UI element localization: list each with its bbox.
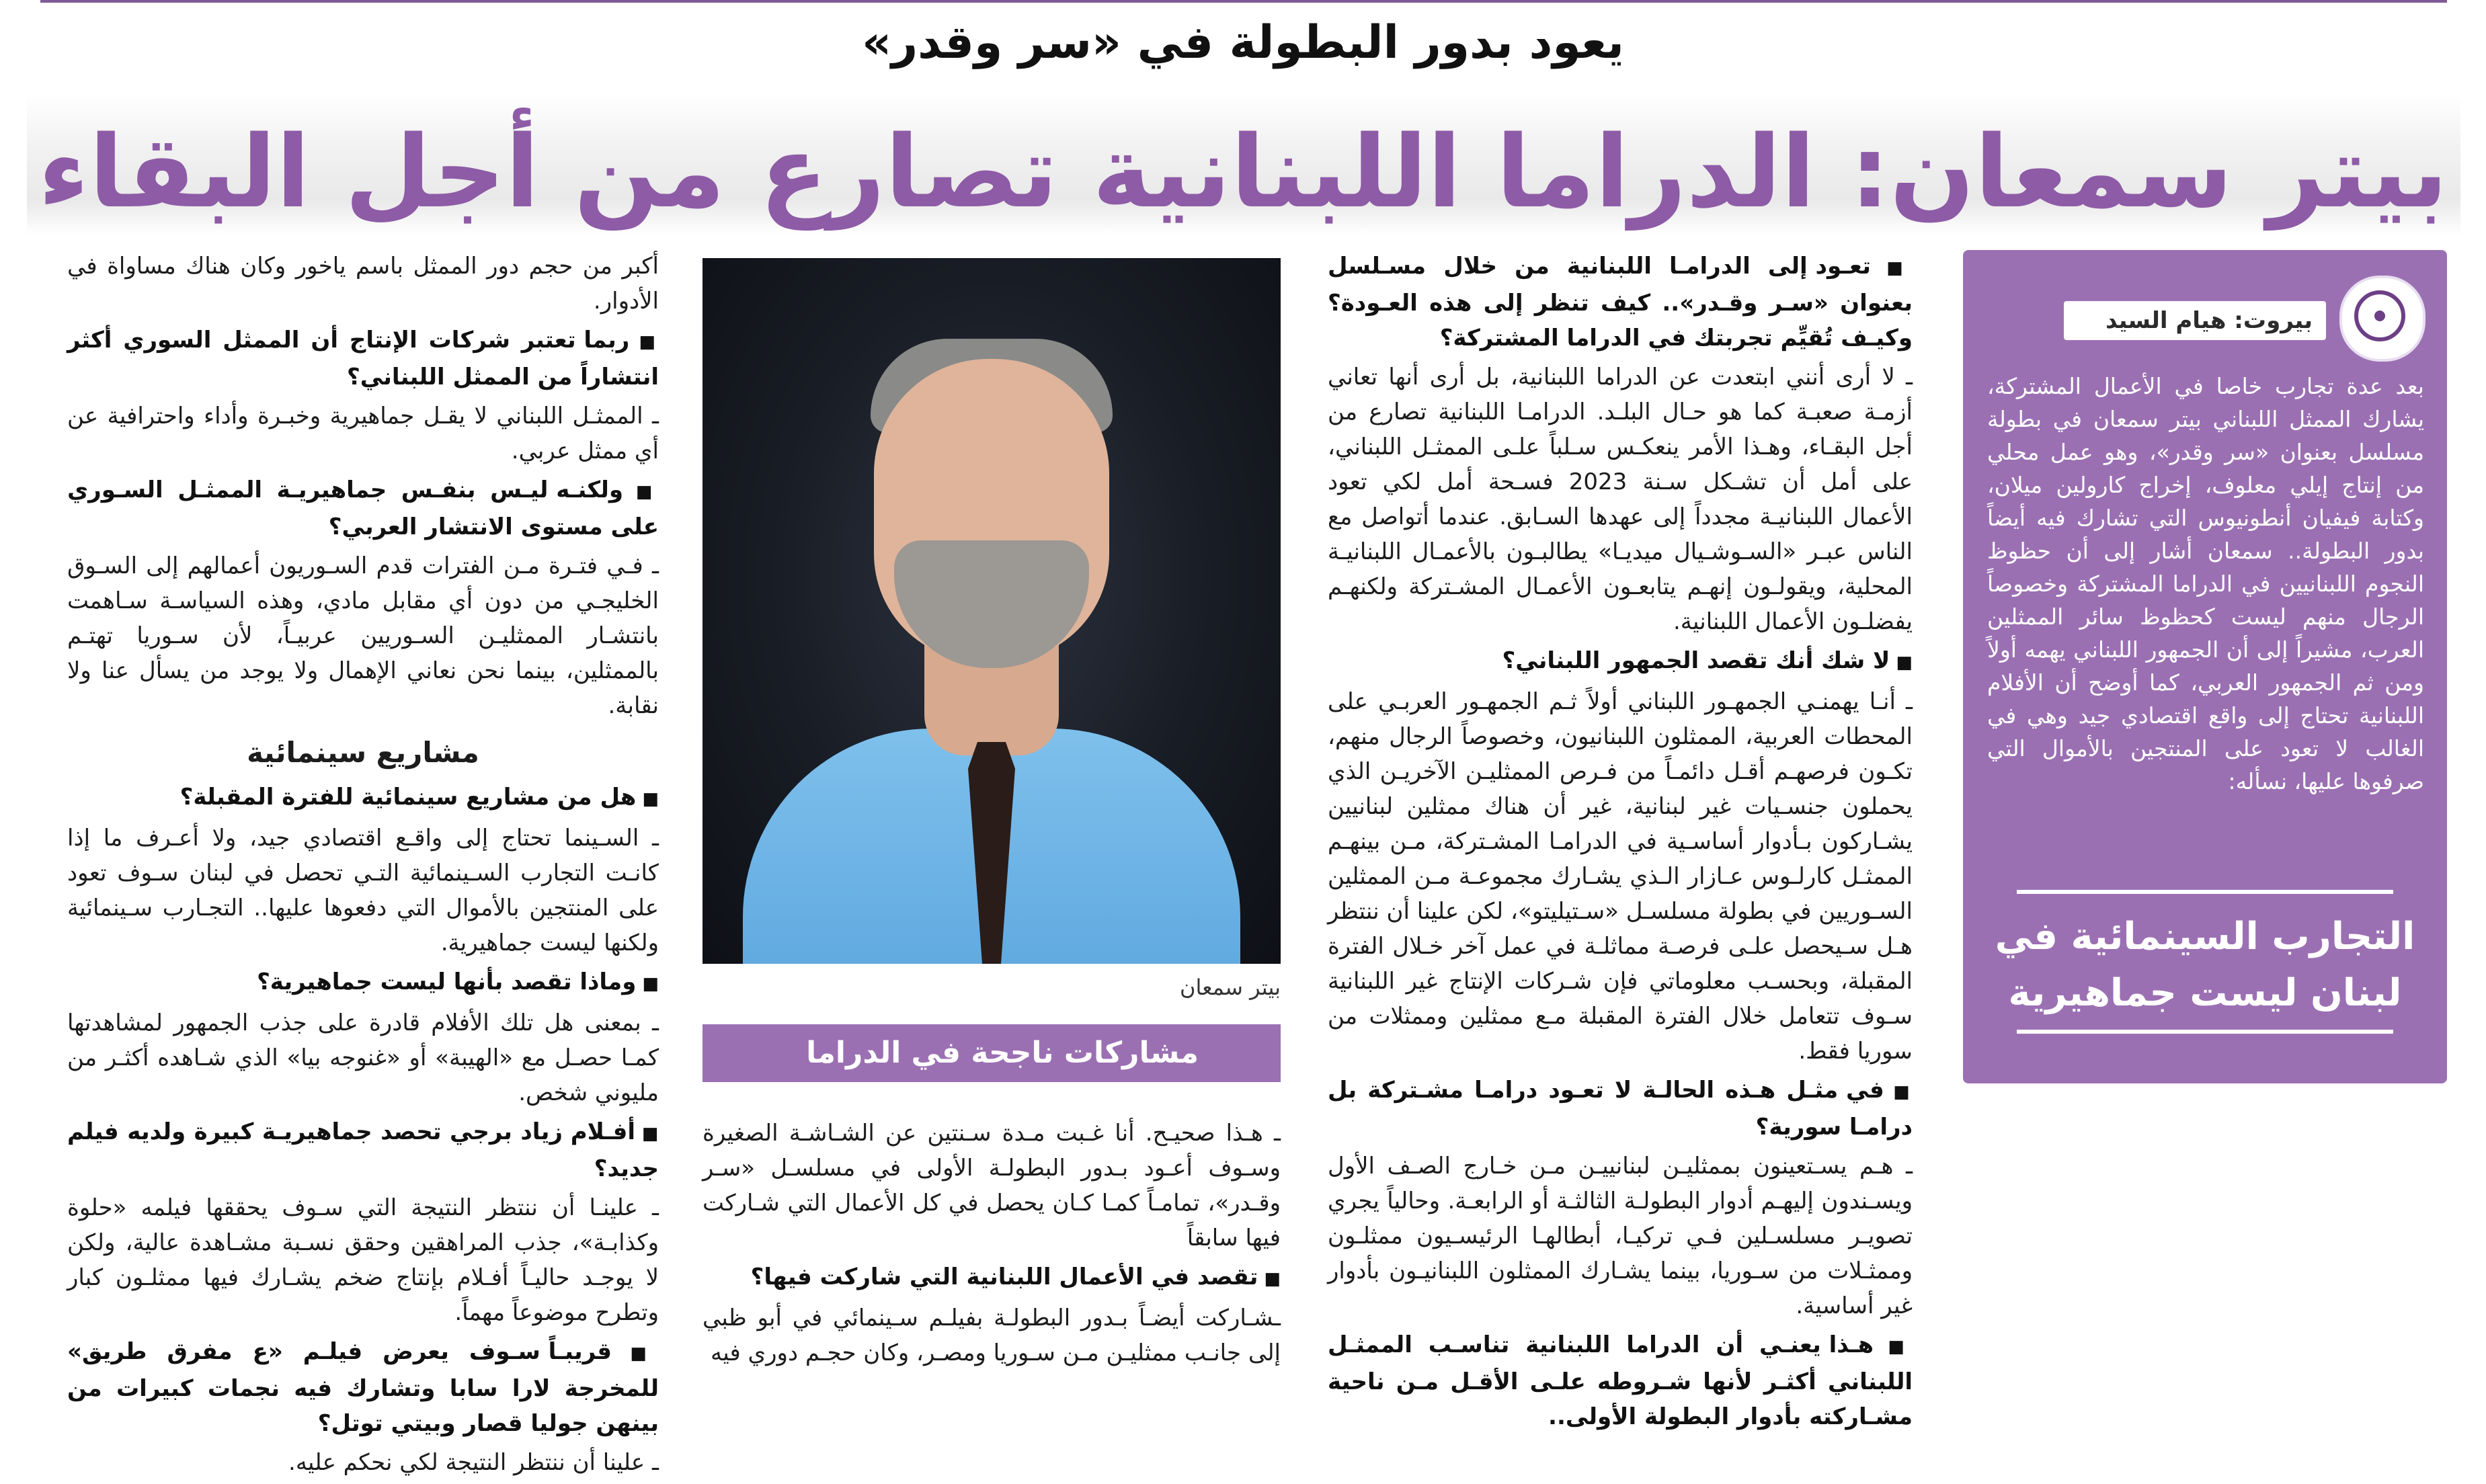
intro-sidebar: [1963, 250, 2447, 1083]
article-column-2: [703, 1116, 1281, 1374]
answer: ـشـاركت أيضـاً بـدور البطولـة بفيلـم سـينمائي في أبو ظبي إلى جانـب ممثليـن مـن سـوريا ومصـر، وكان حجـم دوري فيه: [703, 1305, 1281, 1366]
question: ■ هل من مشاريع سينمائية للفترة المقبلة؟: [67, 780, 659, 817]
answer: ـ السـينما تحتاج إلى واقـع اقتصادي جيد، ولا أعـرف ما إذا كانـت التجارب السـينمائية التـي تحصل في لبنان سـوف تعود على المنتجين بالأموال التي دفعوها عليها.. التجـارب سـينمائية ولكنها ليست جماهيرية.: [67, 825, 659, 956]
sidebar-pull-quote: التجارب السينمائية في لبنان ليست جماهيرية: [1995, 915, 2415, 1015]
answer: ـ علينـا أن ننتظر النتيجة التي سـوف يحققها فيلمه «حلوة وكذابـة»، جذب المراهقين وحقق نسـبة مشـاهدة عالية، ولكن لا يوجـد حاليـاً أفـلام بإنتاج ضخم يشـارك فيها ممثلـون كبار وتطرح موضوعاً مهماً.: [67, 1194, 659, 1326]
sidebar-quote-rule-top: [2017, 890, 2393, 894]
answer: ـ الممثـل اللبناني لا يقـل جماهيرية وخبـرة وأداء واحترافية عن أي ممثل عربي.: [67, 403, 659, 464]
answer: ـ علينا أن ننتظر النتيجة لكي نحكم عليه.: [288, 1449, 659, 1476]
article-column-3: [67, 249, 659, 1484]
photo-caption: بيتر سمعان: [1179, 975, 1281, 1000]
answer: ـ لا أرى أنني ابتعدت عن الدراما اللبنانية، بل أرى أنها تعاني أزمـة صعبـة كما هو حـال البلـد. الدرامـا اللبنانية تصارع من أجل البقـاء، وهـذا الأمر ينعكـس سـلباً علـى الممثـل اللبناني، على أمل أن تشـكل سـنة 2023 فسـحة أمل لكي تعود الأعمال اللبنانيـة مجدداً إلى عهدها السـابق. عندما أتواصل مع الناس عبـر «السـوشـيال ميديـا» يطالبـون بالأعمـال اللبنانيـة المحلية، ويقولـون إنهـم يتابعـون الأعمـال المشـتركة ولكنهـم يفضلـون الأعمال اللبنانية.: [1328, 364, 1913, 635]
byline: بيروت: هيام السيد: [2064, 301, 2326, 340]
answer: ـ أنـا يهمنـي الجمهـور اللبناني أولاً ثـم الجمهـور العربـي على المحطات العربية، الممثلون اللبنانيون، وخصوصاً الرجال منهم، تكـون فرصهـم أقـل دائمـاً من فـرص الممثليـن الآخريـن الذي يحملون جنسـيات غير لبنانية، غير أن هناك ممثلين لبنانيين يشـاركون بـأدوار أساسـية في الدرامـا المشـتركة، مـن بينهـم الممثـل كارلـوس عـازار الـذي يشـارك مجموعـة مـن الممثلين السـوريين في بطولة مسلسـل «سـتيليتو»، لكن علينا أن ننتظر هـل سـيحصل علـى فرصـة مماثلـة في عمل آخر خـلال الفترة المقبلة، وبحسـب معلوماتي فإن شـركات الإنتاج غير اللبنانية سـوف تتعامل خلال الفترة المقبلة مـع ممثلين وممثلات من سوريا فقط.: [1328, 688, 1913, 1065]
question: ■ في مثـل هـذه الحالـة لا تعـود درامـا مشـتركة بل درامـا سورية؟: [1328, 1073, 1913, 1145]
section-subhead: مشاريع سينمائية: [247, 736, 479, 769]
quote-mark-icon: ❞: [1887, 1019, 1920, 1090]
answer: ـ بمعنى هل تلك الأفلام قادرة على جذب الجمهور لمشاهدتها كمـا حصـل مع «الهيبة» أو «غنوجه بيا» الذي شـاهده أكثـر من مليوني شخص.: [67, 1009, 659, 1106]
article-kicker: يعود بدور البطولة في «سر وقدر»: [862, 16, 1624, 69]
top-rule: [40, 0, 2447, 3]
photo-beard: [894, 540, 1089, 668]
question: ■ وماذا تقصد بأنها ليست جماهيرية؟: [67, 964, 659, 1001]
sidebar-intro-text: بعد عدة تجارب خاصا في الأعمال المشتركة، يشارك الممثل اللبناني بيتر سمعان في بطولة مسلسل بعنوان «سر وقدر»، وهو عمل محلي من إنتاج إيلي معلوف، إخراج كارولين ميلان، وكتابة فيفيان أنطونيوس التي تشارك فيه أيضاً بدور البطولة.. سمعان أشار إلى أن حظوظ النجوم اللبنانيين في الدراما المشتركة وخصوصاً الرجال منهم ليست كحظوظ سائر الممثلين العرب، مشيراً إلى أن الجمهور اللبناني يهمه أولاً ومن ثم الجمهور العربي، كما أوضح أن الأفلام اللبنانية تحتاج إلى واقع اقتصادي جيد وهي في الغالب لا تعود على المنتجين بالأموال التي صرفوها عليها، نسأله:: [1987, 373, 2424, 794]
article-column-1: [1328, 249, 1913, 1438]
question: ■ لا شك أنك تقصد الجمهور اللبناني؟: [1328, 643, 1913, 680]
question: ■ تعـود إلى الدرامـا اللبنانية من خلال مسـلسل بعنوان «سـر وقـدر».. كيف تنظر إلى هذه العـودة؟ وكيـف تُقيِّم تجربتك في الدراما المشتركة؟: [1328, 249, 1913, 356]
article-headline: بيتر سمعان: الدراما اللبنانية تصارع من أجل البقاء: [38, 114, 2448, 230]
question: ■ تقصد في الأعمال اللبنانية التي شاركت فيها؟: [703, 1260, 1281, 1296]
portrait-photo: [703, 258, 1281, 964]
sidebar-quote-rule-bottom: [2017, 1030, 2393, 1034]
pull-quote-bar: [703, 1024, 1281, 1128]
newspaper-emblem-icon: [2339, 276, 2425, 362]
question: ■ أفـلام زياد برجي تحصد جماهيريـة كبيرة ولديه فيلم جديد؟: [67, 1114, 659, 1186]
answer: أكبر من حجم دور الممثل باسم ياخور وكان هناك مساواة في الأدوار.: [67, 253, 659, 315]
pull-quote-text: مشاركات ناجحة في الدراما المشتركة: [806, 1036, 1259, 1128]
question: ■ ولكنـه ليـس بنفـس جماهيريـة الممثـل السـوري على مستوى الانتشار العربي؟: [67, 472, 659, 544]
answer: ـ هـذا صحيـح. أنا غـبت مـدة سـنتين عن الشـاشـة الصغيرة وسـوف أعـود بـدور البطولـة الأولى في مسلسـل «سـر وقـدر»، تمامـاً كمـا كـان يحصل في كل الأعمال التي شـاركت فيها سابقاً: [703, 1120, 1281, 1251]
question: ■ هـذا يعنـي أن الدراما اللبنانية تناسـب الممثـل اللبناني أكثـر لأنها شـروطه علـى الأقـل مـن ناحية مشـاركته بأدوار البطولة الأولى..: [1328, 1327, 1913, 1434]
answer: ـ هـم يسـتعينون بممثليـن لبنانييـن مـن خـارج الصـف الأول ويسـندون إليهـم أدوار البطولـة الثالثـة أو الرابعـة. وحالياً يجري تصويـر مسلسـلين فـي تركيـا، أبطالهـا الرئيسـيون ممثلـون وممثـلات من سـوريا، بينما يشـارك الممثلون اللبنانيـون بأدوار غير أساسية.: [1328, 1153, 1913, 1319]
question: ■ ربما تعتبر شركات الإنتاج أن الممثل السوري أكثر انتشاراً من الممثل اللبناني؟: [67, 323, 659, 395]
question: ■ قريبـاً سـوف يعرض فيلـم «ع مفرق طريق» للمخرجة لارا سابا وتشارك فيه نجمات كبيرات من بينهن جوليا قصار وبيتي توتل؟: [67, 1334, 659, 1441]
answer: ـ فـي فتـرة مـن الفترات قدم السـوريون أعمالهم إلى السـوق الخليجـي من دون أي مقابل مادي، وهذه السياسـة سـاهمت بانتشـار الممثليـن السـوريين عربيـاً، لأن سـوريا تهتـم بالممثلين، بينما نحن نعاني الإهمال ولا يوجد من يسأل عنا ولا نقابة.: [67, 552, 659, 719]
